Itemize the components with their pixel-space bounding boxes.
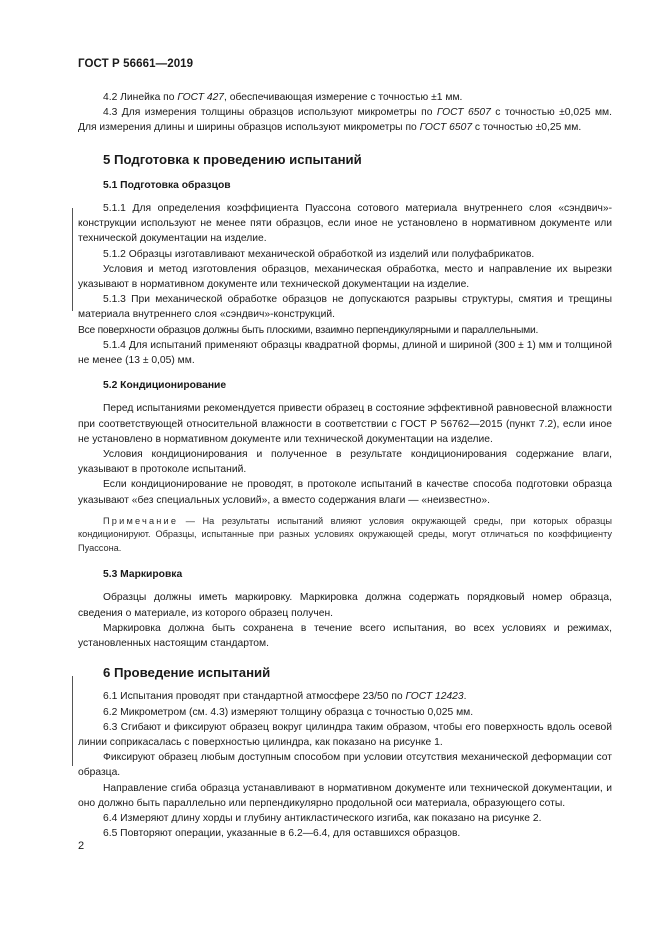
paragraph-5-1-3: 5.1.3 При механической обработке образцов не допускаются разрывы структуры, смятия и трещины материала внутреннего слоя «сэндвич»-конструкций. — [78, 294, 612, 321]
page-number: 2 — [78, 840, 85, 852]
paragraph-6-4: 6.4 Измеряют длину хорды и глубину антикластического изгиба, как показано на рисунке 2. — [103, 812, 542, 824]
standard-reference: ГОСТ 12423 — [405, 691, 464, 703]
standard-reference: ГОСТ 427 — [177, 92, 225, 103]
paragraph-5-3-a: Образцы должны иметь маркировку. Маркировка должна содержать порядковый номер образца, сведения о материале, из которого образец получен. — [78, 592, 612, 619]
paragraph-5-1-3-b: Все поверхности образцов должны быть плоскими, взаимно перпендикулярными и параллельными. — [78, 324, 539, 336]
paragraph-4-3: 4.3 Для измерения толщины образцов используют микрометры по ГОСТ 6507 с точностью ±0,025 мм. Для измерения длины и ширины образцов используют микрометры по ГОСТ 6507 с точностью ±0,25 мм. — [78, 107, 612, 134]
paragraph-6-3: 6.3 Сгибают и фиксируют образец вокруг цилиндра таким образом, чтобы его поверхность вдоль осевой линии соприкасалась с поверхностью цилиндра, как показано на рисунке 1. — [78, 721, 612, 748]
paragraph-5-2-b: Условия кондиционирования и полученное в результате кондиционирования содержание влаги, указывают в протоколе испытаний. — [78, 449, 612, 476]
paragraph-5-3-b: Маркировка должна быть сохранена в течение всего испытания, во всех условиях и режимах, установленных настоящим стандартом. — [78, 622, 612, 649]
paragraph-4-2: 4.2 Линейка по ГОСТ 427, обеспечивающая измерение с точностью ±1 мм. — [103, 92, 463, 103]
subsection-5-3-heading: 5.3 Маркировка — [103, 569, 183, 581]
paragraph-5-1-4: 5.1.4 Для испытаний применяют образцы квадратной формы, длиной и шириной (300 ± 1) мм и толщиной не менее (13 ± 0,05) мм. — [78, 339, 612, 367]
paragraph-6-1: 6.1 Испытания проводят при стандартной атмосфере 23/50 по ГОСТ 12423. — [103, 691, 467, 703]
subsection-5-1-heading: 5.1 Подготовка образцов — [103, 179, 231, 191]
standard-reference: ГОСТ 6507 — [419, 122, 473, 134]
section-6-heading: 6 Проведение испытаний — [103, 665, 271, 681]
paragraph-6-5: 6.5 Повторяют операции, указанные в 6.2—6.4, для оставшихся образцов. — [103, 828, 461, 840]
note-label: Примечание — [103, 515, 179, 526]
section-5-heading: 5 Подготовка к проведению испытаний — [103, 151, 362, 167]
change-bar — [72, 208, 73, 311]
paragraph-5-1-2: 5.1.2 Образцы изготавливают механической обработкой из изделий или полуфабрикатов. — [103, 248, 535, 260]
note: Примечание — На результаты испытаний влияют условия окружающей среды, при которых образцы кондиционируют. Образцы, испытанные при разных условиях окружающей среды, могут отличаться по коэффициенту Пуассона. — [78, 515, 612, 553]
change-bar — [72, 676, 73, 766]
paragraph-5-1-2-b: Условия и метод изготовления образцов, механическая обработка, место и направление их вырезки указывают в нормативном документе или технической документации на изделие. — [78, 263, 612, 291]
paragraph-6-2: 6.2 Микрометром (см. 4.3) измеряют толщину образца с точностью 0,025 мм. — [103, 706, 474, 718]
paragraph-5-2-c: Если кондиционирование не проводят, в протоколе испытаний в качестве способа подготовки образца указывают «без специальных условий», а вместо содержания влаги — «неизвестно». — [78, 479, 612, 506]
paragraph-5-2-a: Перед испытаниями рекомендуется привести образец в состояние эффективной равновесной влажности при соответствующей относительной влажности в соответствии с ГОСТ Р 56762—2015 (пункт 7.2), если иное не установлено в нормативном документе или технической документации на изделие. — [78, 403, 612, 445]
paragraph-5-1-1: 5.1.1 Для определения коэффициента Пуассона сотового материала внутреннего слоя «сэндвич»-конструкции используют не менее пяти образцов, если иное не установлено в нормативном документе или технической документации на изделие. — [78, 203, 612, 245]
document-header: ГОСТ Р 56661—2019 — [78, 58, 194, 70]
document-body — [78, 90, 612, 841]
subsection-5-2-heading: 5.2 Кондиционирование — [103, 380, 227, 392]
paragraph-6-3-b: Фиксируют образец любым доступным способом при условии отсутствия механической деформации сот образца. — [78, 752, 612, 779]
paragraph-6-3-c: Направление сгиба образца устанавливают в нормативном документе или технической документации, и оно должно быть параллельно или перпендикулярно продольной оси материала, образующего соты. — [78, 782, 612, 809]
standard-reference: ГОСТ 6507 — [436, 107, 491, 119]
